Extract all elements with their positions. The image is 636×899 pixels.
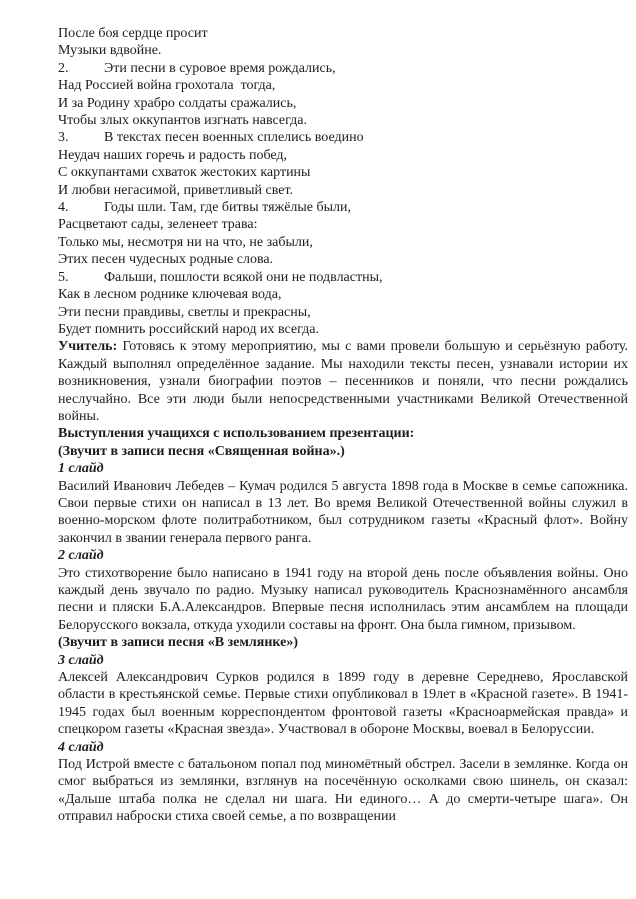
- poem-line: Музыки вдвойне.: [58, 43, 162, 59]
- slide-heading-4: 4 слайд: [58, 739, 104, 755]
- stanza-number: 2.: [58, 60, 69, 76]
- document-content: [58, 25, 628, 826]
- paragraph-slide-3: Алексей Александрович Сурков родился в 1899 году в деревне Середнево, Ярославской области в крестьянской семье. Первые стихи опубликовал в 19лет в «Красной газете». В 1941-1945 годах был военным корреспондентом фронтовой газеты «Красноармейская правда» и спецкором газеты «Красная звезда». Участвовал в обороне Москвы, воевал в Белоруссии.: [58, 670, 628, 738]
- teacher-text: Готовясь к этому мероприятию, мы с вами провели большую и серьёзную работу. Каждый выполнял определённое задание. Мы находили тексты песен, узнавали истории их возникновения, узнали биографии поэтов – песенников и поняли, что песни рождались неслучайно. Все эти люди были непосредственными участниками Великой Отечественной войны.: [58, 339, 628, 424]
- poem-line: Этих песен чудесных родные слова.: [58, 252, 274, 268]
- paragraph-slide-4: Под Истрой вместе с батальоном попал под миномётный обстрел. Засели в землянке. Когда он смог выбраться из землянки, взглянув на посечённую осколками свою шинель, он сказал: «Дальше штаба полка не сделал ни шага. Ни единого… А до смерти-четыре шага». Он отправил наброски стиха своей семье, а по возвращении: [58, 757, 628, 825]
- poem-line: Расцветают сады, зеленеет трава:: [58, 217, 258, 233]
- poem-line: После боя сердце просит: [58, 26, 208, 41]
- poem-line: Неудач наших горечь и радость побед,: [58, 147, 288, 163]
- slide-heading-3: 3 слайд: [58, 652, 104, 668]
- poem-line: Будет помнить российский народ их всегда.: [58, 321, 320, 337]
- slide-heading-2: 2 слайд: [58, 548, 104, 564]
- presentation-heading: Выступления учащихся с использованием презентации:: [58, 426, 415, 442]
- stage-direction: (Звучит в записи песня «В землянке»): [58, 635, 298, 651]
- poem-line-text: В текстах песен военных сплелись воедино: [104, 130, 364, 146]
- poem-line: И за Родину храбро солдаты сражались,: [58, 95, 297, 111]
- paragraph-slide-2: Это стихотворение было написано в 1941 году на второй день после объявления войны. Оно каждый день звучало по радио. Музыку написал руководитель Краснознамённого ансамбля песни и пляски Б.А.Александров. Впервые песня исполнилась этим ансамблем на площади Белорусского вокзала, откуда уходили составы на фронт. Она была гимном, призывом.: [58, 565, 628, 633]
- poem-line: Только мы, несмотря ни на что, не забыли,: [58, 234, 313, 250]
- poem-line-text: Годы шли. Там, где битвы тяжёлые были,: [104, 200, 352, 216]
- poem-line: Эти песни правдивы, светлы и прекрасны,: [58, 304, 311, 320]
- poem-line: И любви негасимой, приветливый свет.: [58, 182, 294, 198]
- poem-line: С оккупантами схваток жестоких картины: [58, 165, 311, 181]
- poem-line-numbered: [58, 129, 628, 146]
- stanza-number: 3.: [58, 130, 69, 146]
- stanza-number: 4.: [58, 200, 69, 216]
- poem-line: Чтобы злых оккупантов изгнать навсегда.: [58, 113, 307, 129]
- paragraph-slide-1: Василий Иванович Лебедев – Кумач родился 5 августа 1898 года в Москве в семье сапожника. Свои первые стихи он написал в 13 лет. Во время Великой Отечественной войны служил в военно-морском флоте политработником, был сотрудником газеты «Красный флот». Войну закончил в звании генерала первого ранга.: [58, 478, 628, 546]
- poem-line-numbered: [58, 269, 628, 286]
- poem-line-text: Эти песни в суровое время рождались,: [104, 60, 336, 76]
- stanza-number: 5.: [58, 269, 69, 285]
- stage-direction: (Звучит в записи песня «Священная война».): [58, 443, 345, 459]
- poem-line-numbered: [58, 199, 628, 216]
- teacher-label: Учитель:: [58, 339, 118, 355]
- slide-heading-1: 1 слайд: [58, 461, 104, 477]
- poem-line-text: Фальши, пошлости всякой они не подвластны,: [104, 269, 383, 285]
- poem-line: Как в лесном роднике ключевая вода,: [58, 287, 282, 303]
- poem-line-numbered: [58, 60, 628, 77]
- teacher-paragraph: [58, 338, 628, 425]
- poem-line: Над Россией война грохотала тогда,: [58, 78, 276, 94]
